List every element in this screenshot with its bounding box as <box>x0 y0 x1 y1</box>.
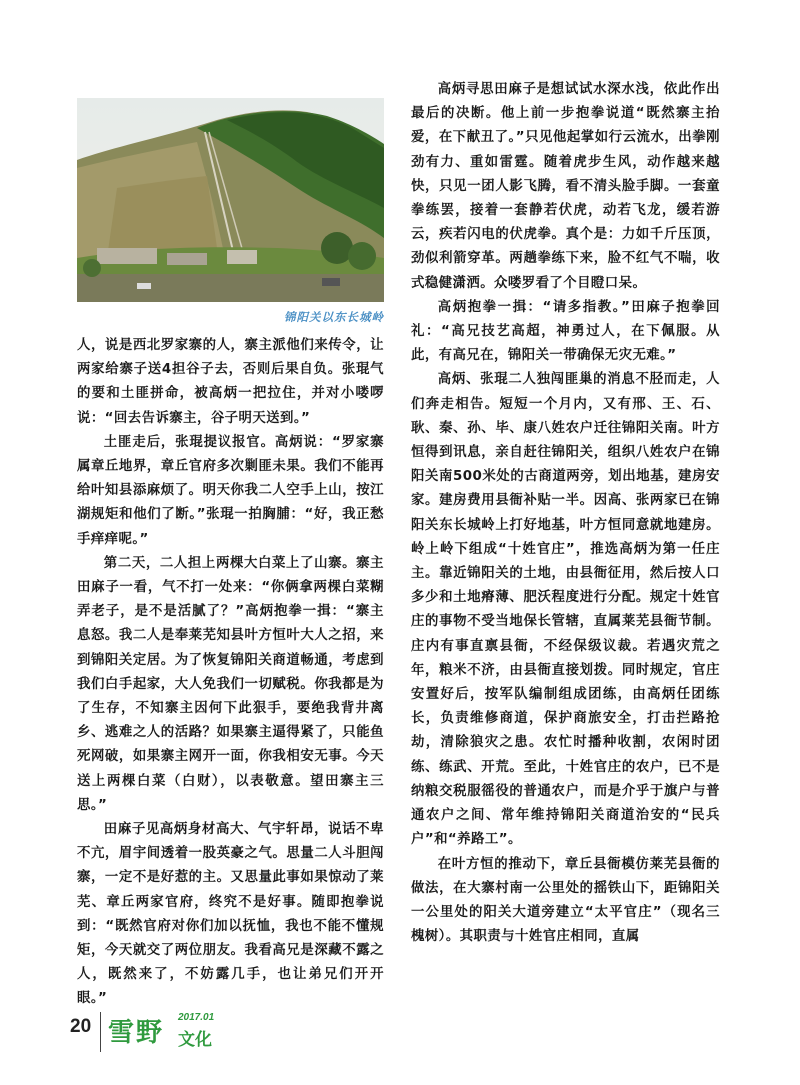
page-number: 20 <box>70 1016 92 1037</box>
paragraph: 田麻子见高炳身材高大、气宇轩昂，说话不卑不亢，眉宇间透着一股英豪之气。思量二人斗胆闯寨，一定不是好惹的主。又思量此事如果惊动了莱芜、章丘两家官府，终究不是好事。随即抱拳说到：“既然官府对你们加以抚恤，我也不能不懂规矩，今天就交了两位朋友。我看高兄是深藏不露之人，既然来了，不妨露几手，也让弟兄们开开眼。” <box>77 822 384 1007</box>
photo-caption: 锦阳关以东长城岭 <box>284 310 384 324</box>
landscape-photo <box>77 98 384 302</box>
issue-date: 2017.01 <box>178 1012 215 1023</box>
paragraph: 高炳寻思田麻子是想试试水深水浅，依此作出最后的决断。他上前一步抱拳说道“既然寨主抬爱，在下献丑了。”只见他起掌如行云流水，出拳刚劲有力、重如雷霆。随着虎步生风，动作越来越快，只见一团人影飞腾，看不清头脸手脚。一套童拳练罢，接着一套静若伏虎，动若飞龙，缓若游云，疾若闪电的伏虎拳。真个是：力如千斤压顶，劲似利箭穿革。两趟拳练下来，脸不红气不喘，收式稳健潇洒。众喽罗看了个目瞪口呆。 <box>411 82 720 291</box>
paragraph: 在叶方恒的推动下，章丘县衙模仿莱芜县衙的做法，在大寨村南一公里处的摇铁山下，距锦阳关一公里处的阳关大道旁建立“太平官庄”（现名三槐树）。其职责与十姓官庄相同，直属 <box>411 856 720 945</box>
footer-divider <box>100 1012 101 1052</box>
magazine-logo: 雪野 <box>108 1018 165 1048</box>
paragraph: 土匪走后，张琨提议报官。高炳说：“罗家寨属章丘地界，章丘官府多次剿匪未果。我们不能再给叶知县添麻烦了。明天你我二人空手上山，按江湖规矩和他们了断。”张琨一拍胸脯：“好，我正愁手痒痒呢。” <box>77 434 384 547</box>
hillside-image <box>77 98 384 302</box>
right-text-column <box>411 78 720 949</box>
left-text-column <box>77 334 384 1012</box>
paragraph: 高炳抱拳一揖：“请多指教。”田麻子抱拳回礼：“高兄技艺高超，神勇过人，在下佩服。从此，有高兄在，锦阳关一带确保无灾无难。” <box>411 299 720 364</box>
paragraph: 高炳、张琨二人独闯匪巢的消息不胫而走，人们奔走相告。短短一个月内，又有邢、王、石、耿、秦、孙、毕、康八姓农户迁往锦阳关南。叶方恒得到讯息，亲自赶往锦阳关，组织八姓农户在锦阳关南500米处的古商道两旁，划出地基，建房安家。建房费用县衙补贴一半。因高、张两家已在锦阳关东长城岭上打好地基，叶方恒同意就地建房。岭上岭下组成“十姓官庄”，推选高炳为第一任庄主。靠近锦阳关的土地，由县衙征用，然后按人口多少和土地瘠薄、肥沃程度进行分配。规定十姓官庄的事物不受当地保长管辖，直属莱芜县衙节制。庄内有事直禀县衙，不经保级议裁。若遇灾荒之年，粮米不济，由县衙直接划拨。同时规定，官庄安置好后，按军队编制组成团练，由高炳任团练长，负责维修商道，保护商旅安全，打击拦路抢劫，清除狼灾之患。农忙时播种收割，农闲时团练、练武、开荒。至此，十姓官庄的农户，已不是纳粮交税服徭役的普通农户，而是介乎于旗户与普通农户之间、常年维持锦阳关商道治安的“民兵户”和“养路工”。 <box>411 372 720 848</box>
page-footer <box>70 1010 270 1060</box>
paragraph: 第二天，二人担上两棵大白菜上了山寨。寨主田麻子一看，气不打一处来：“你俩拿两棵白菜糊弄老子，是不是活腻了？”高炳抱拳一揖：“寨主息怒。我二人是奉莱芜知县叶方恒叶大人之招，来到锦阳关定居。为了恢复锦阳关商道畅通，考虑到我们白手起家，大人免我们一切赋税。你我都是为了生存，不知寨主因何下此狠手，要绝我背井离乡、逃难之人的活路？如果寨主逼得紧了，只能鱼死网破，如果寨主网开一面，你我相安无事。今天送上两棵白菜（白财），以表敬意。望田寨主三思。” <box>77 555 384 813</box>
magazine-logo-subtitle: 文化 <box>178 1030 212 1050</box>
paragraph: 人，说是西北罗家寨的人，寨主派他们来传令，让两家给寨子送4担谷子去，否则后果自负。张琨气的要和土匪拼命，被高炳一把拉住，并对小喽啰说：“回去告诉寨主，谷子明天送到。” <box>77 338 384 426</box>
